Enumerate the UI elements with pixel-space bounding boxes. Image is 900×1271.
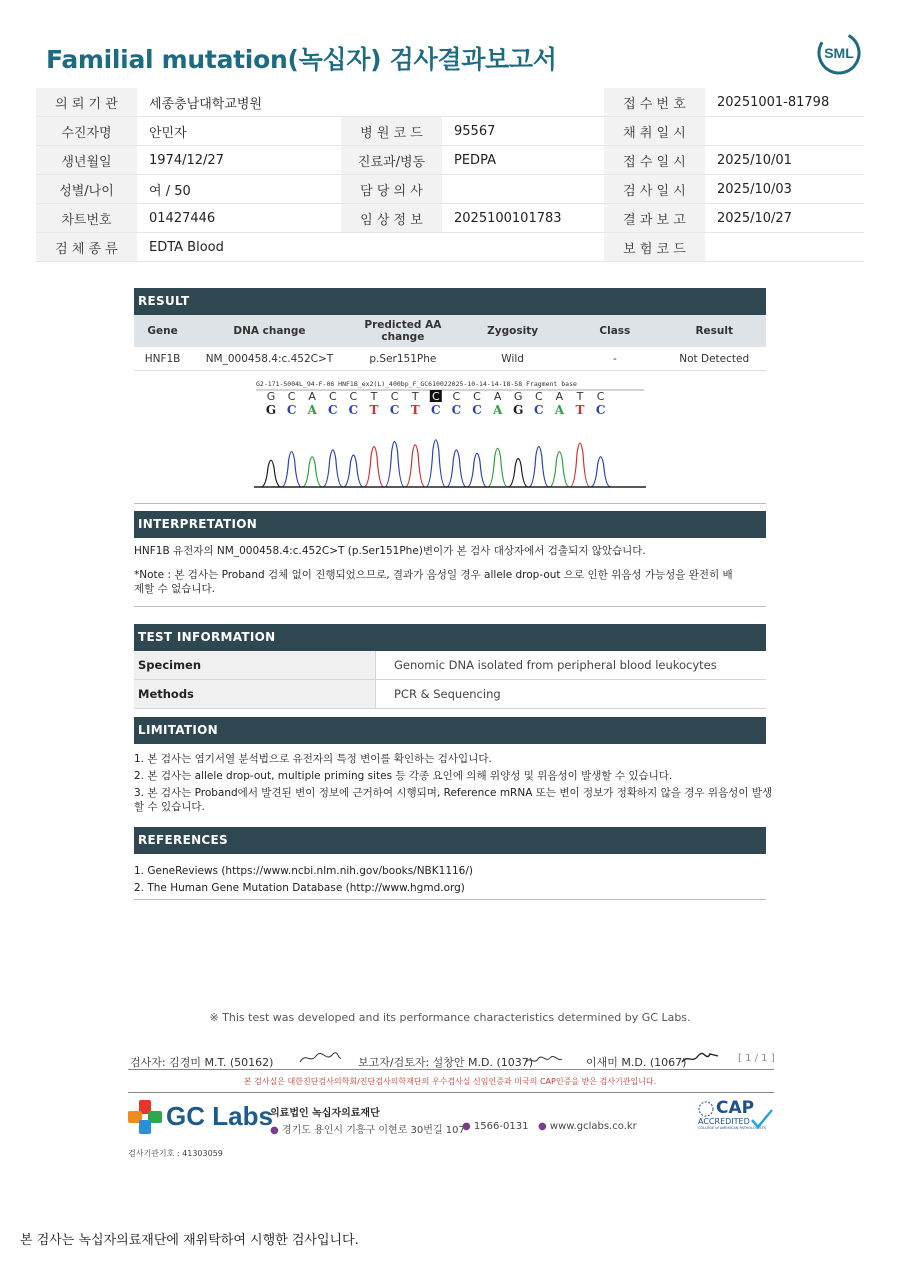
reference-base: G [513,390,523,403]
test-info-table [134,651,766,709]
field-value [705,233,864,262]
field-value: 95567 [442,117,604,146]
called-base: C [595,403,606,417]
list-item: 3. 본 검사는 Proband에서 발견된 변이 정보에 근거하여 시행되며, Reference mRNA 또는 변이 정보가 정확하지 않을 경우 위음성이 발생할 수 있습니다. [134,787,773,813]
chromatogram-peak [591,457,611,487]
chromatogram-peak [364,447,384,487]
chromatogram-peak [570,443,590,487]
interpretation-section [134,511,766,607]
patient-row [36,233,864,262]
chromatogram-peak [426,440,446,487]
reference-base: C [390,390,399,403]
address-text: 경기도 용인시 기흥구 이현로 30번길 107 [281,1125,465,1136]
column-header: Predicted AA change [348,315,458,347]
reference-base: T [576,390,584,403]
table-row [134,651,766,680]
field-label: 검 사 일 시 [604,175,705,204]
field-label: 임 상 정 보 [341,204,442,233]
reference-base: C [596,390,605,403]
section-heading: INTERPRETATION [134,511,766,538]
chromatogram-peak [508,459,528,488]
column-header: Result [662,315,766,347]
chromatogram-peak [282,452,302,487]
reference-base: A [493,390,502,403]
gc-cross-icon [128,1100,162,1134]
cell-dna-change: NM_000458.4:c.452C>T [191,347,348,371]
list-item: 1. GeneReviews (https://www.ncbi.nlm.nih.gov/books/NBK1116/) [134,865,473,877]
called-base: C [451,403,462,417]
checkmark-icon [698,1100,774,1134]
field-value [442,175,604,204]
called-base: C [472,403,482,417]
field-value: 2025/10/27 [705,204,864,233]
field-label: 채 취 일 시 [604,117,705,146]
called-base: A [492,403,503,417]
phone-icon: ● [462,1121,471,1132]
chromatogram-peak [549,452,569,487]
interpretation-note: *Note : 본 검사는 Proband 검체 없이 진행되었으므로, 결과가 음성일 경우 allele drop-out 으로 인한 위음성 가능성을 완전히 배제할 수 없습니다. [134,569,733,595]
reference-base: C [349,390,358,403]
field-value: PEDPA [442,146,604,175]
cap-text: CAP [716,1098,755,1118]
org-website [538,1121,637,1132]
globe-icon: ● [538,1121,547,1132]
interpretation-text: HNF1B 유전자의 NM_000458.4:c.452C>T (p.Ser151Phe)변이가 본 검사 대상자에서 검출되지 않았습니다. [134,545,646,557]
reference-base: T [370,390,378,403]
limitation-section [134,717,773,817]
org-address [270,1121,465,1136]
list-item: 1. 본 검사는 염기서열 분석법으로 유전자의 특정 변이를 확인하는 검사입니다. [134,753,492,765]
field-value: 20251001-81798 [705,88,864,117]
org-name: 의료법인 녹십자의료재단 [270,1108,380,1119]
test-info-value: Genomic DNA isolated from peripheral blood leukocytes [376,651,767,680]
org-phone [462,1121,528,1132]
called-base: T [575,403,585,417]
column-header: Zygosity [458,315,567,347]
test-information-section [134,624,766,709]
chromatogram-peak [488,448,508,487]
field-label: 성별/나이 [36,175,137,204]
chromatogram-filename: G2-171-5004L_94-F-06 HNF1B_ex2(L)_400bp_F_GC610022025-10-14-14-18-58 Fragment base [256,380,577,388]
field-label: 수진자명 [36,117,137,146]
signature-mark [298,1050,342,1069]
field-value: 2025100101783 [442,204,604,233]
called-base: T [410,403,420,417]
table-row [134,347,766,371]
chromatogram-peak [302,457,322,487]
chromatogram-peak [385,442,405,488]
gc-labs-brand: GC Labs [166,1101,273,1131]
bottom-note: 본 검사는 녹십자의료재단에 재위탁하여 시행한 검사입니다. [20,1233,359,1248]
reference-base: C [431,390,440,403]
certification-note: 본 검사실은 대한진단검사의학회/진단검사의학재단의 우수검사실 신임인증과 미국의 CAP인증을 받은 검사기관입니다. [243,1077,657,1086]
logo-text: SML [824,45,854,61]
test-info-label: Methods [134,680,376,709]
field-label: 담 당 의 사 [341,175,442,204]
section-heading: LIMITATION [134,717,766,744]
patient-row [36,88,864,117]
called-base: G [513,403,524,417]
patient-info-table [36,88,864,262]
section-heading: RESULT [134,288,766,315]
chromatogram-peak [529,447,549,487]
field-label: 보 험 코 드 [604,233,705,262]
website-text: www.gclabs.co.kr [549,1121,637,1132]
references-section [134,827,766,900]
sml-logo [816,30,862,76]
patient-row [36,175,864,204]
field-value: 2025/10/03 [705,175,864,204]
reference-base: A [308,390,316,403]
column-header: DNA change [191,315,348,347]
called-base: C [348,403,359,417]
reference-base: C [452,390,461,403]
reference-base: G [266,390,276,403]
cell-gene: HNF1B [134,347,191,371]
field-label: 접 수 번 호 [604,88,705,117]
footer-disclaimer: ※ This test was developed and its performance characteristics determined by GC Labs. [209,1011,691,1024]
chromatogram-peak [261,460,281,487]
field-label: 생년월일 [36,146,137,175]
called-base: G [265,403,277,417]
called-base: C [389,403,400,417]
list-item: 2. 본 검사는 allele drop-out, multiple priming sites 등 각종 요인에 의해 위양성 및 위음성이 발생할 수 있습니다. [134,770,673,782]
reference-base: C [473,390,481,403]
list-item: 2. The Human Gene Mutation Database (http://www.hgmd.org) [134,882,465,894]
column-header: Class [567,315,662,347]
column-header: Gene [134,315,191,347]
report-title: Familial mutation(녹십자) 검사결과보고서 [46,45,557,74]
field-value: 2025/10/01 [705,146,864,175]
reporter-signature: 보고자/검토자: 설창안 M.D. (1037) [358,1056,534,1069]
cap-accredited-text: ACCREDITED [698,1117,750,1126]
reference-base: C [534,390,543,403]
called-base: C [534,403,544,417]
result-table [134,315,766,371]
called-base: C [328,403,338,417]
chromatogram-peak [405,445,425,487]
cell-result: Not Detected [662,347,766,371]
chromatogram-peak [446,450,466,487]
reference-base: C [287,390,296,403]
result-section [134,288,766,504]
chromatogram-peak [467,453,487,487]
reference-base: C [328,390,337,403]
field-value: 여 / 50 [137,175,341,204]
cell-zygosity: Wild [458,347,567,371]
table-row [134,680,766,709]
cell-class: - [567,347,662,371]
field-label: 의 뢰 기 관 [36,88,137,117]
cap-small-text: COLLEGE of AMERICAN PATHOLOGISTS [698,1126,766,1130]
section-heading: TEST INFORMATION [134,624,766,651]
field-value: 안민자 [137,117,341,146]
called-base: C [431,403,441,417]
field-label: 차트번호 [36,204,137,233]
cell-aa-change: p.Ser151Phe [348,347,458,371]
cap-accredited-logo [698,1100,774,1134]
field-value: 01427446 [137,204,341,233]
field-value [705,117,864,146]
page-number: [ 1 / 1 ] [738,1053,775,1064]
field-label: 결 과 보 고 [604,204,705,233]
field-value: 세종충남대학교병원 [137,88,604,117]
patient-row [36,204,864,233]
field-label: 병 원 코 드 [341,117,442,146]
field-label: 검 체 종 류 [36,233,137,262]
institution-code: 검사기관기호 : 41303059 [128,1149,223,1158]
phone-text: 1566-0131 [473,1121,529,1132]
reference-base: T [411,390,419,403]
test-info-label: Specimen [134,651,376,680]
chromatogram-peak [323,450,343,487]
section-heading: REFERENCES [134,827,766,854]
signature-mark [680,1050,720,1070]
field-value: 1974/12/27 [137,146,341,175]
called-base: C [286,403,297,417]
reviewer-signature: 이새미 M.D. (1067) [586,1056,687,1069]
chromatogram-peak [343,455,363,487]
patient-row [36,146,864,175]
field-label: 접 수 일 시 [604,146,705,175]
field-label: 진료과/병동 [341,146,442,175]
called-base: A [307,403,317,417]
tester-signature: 검사자: 김경미 M.T. (50162) [130,1056,274,1069]
patient-row [36,117,864,146]
location-icon: ● [270,1125,279,1136]
called-base: A [554,403,565,417]
called-base: T [369,403,379,417]
test-info-value: PCR & Sequencing [376,680,767,709]
chromatogram [134,371,766,503]
chromatogram-plot [134,371,766,503]
field-value: EDTA Blood [137,233,604,262]
reference-base: A [555,390,564,403]
